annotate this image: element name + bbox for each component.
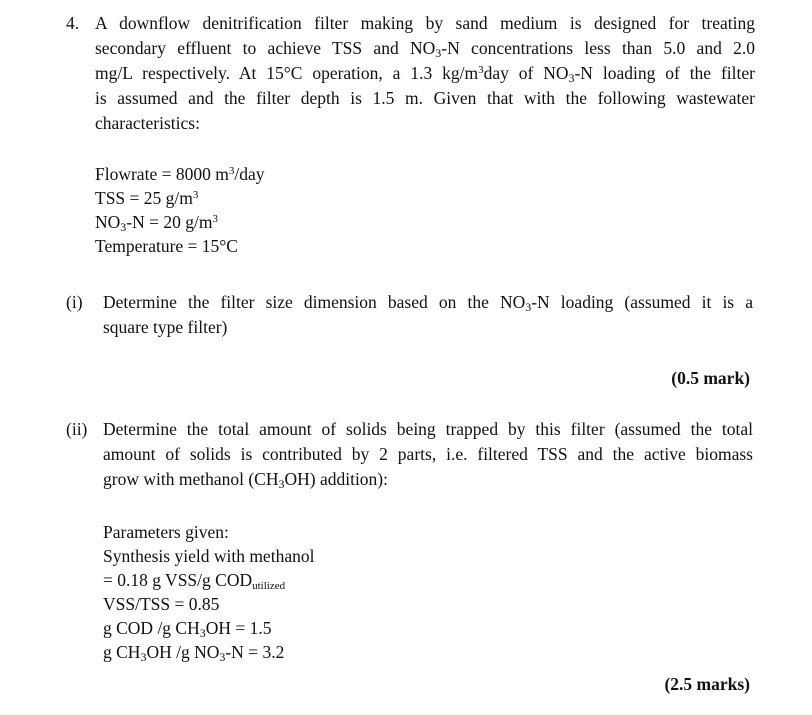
tss-row — [95, 186, 264, 210]
intro-line-2 — [95, 36, 755, 61]
intro-line-5 — [95, 111, 755, 136]
no3n-text: NO — [95, 212, 121, 232]
subscript: 3 — [435, 46, 442, 60]
part-ii-line-1: Determine the total amount of solids being trapped by this filter (assumed the total — [103, 419, 753, 439]
subscript: 3 — [199, 626, 206, 640]
intro-text: mg/L respectively. At 15°C operation, a 1.3 kg/m — [95, 63, 479, 83]
flowrate-unit: /day — [234, 164, 265, 184]
part-i-marks: (0.5 mark) — [671, 368, 750, 388]
superscript: 3 — [478, 64, 484, 76]
synthesis-label: Synthesis yield with methanol — [103, 546, 315, 566]
cod-methanol-row — [103, 616, 314, 640]
yield-text: = 0.18 g VSS/g COD — [103, 570, 253, 590]
part-ii-text-a: grow with methanol (CH — [103, 469, 279, 489]
intro-line-4 — [95, 86, 755, 111]
part-ii-line-2: amount of solids is contributed by 2 parts, i.e. filtered TSS and the active biomass — [103, 444, 753, 464]
intro-text: characteristics: — [95, 113, 200, 133]
part-i-line-1 — [103, 290, 753, 315]
flowrate-text: Flowrate = 8000 m — [95, 164, 229, 184]
intro-text: -N loading of the filter — [574, 63, 755, 83]
no3n-text: -N = 20 g/m — [126, 212, 213, 232]
meoh-text: g CH — [103, 642, 141, 662]
superscript: 3 — [212, 213, 218, 225]
methanol-nitrate-row — [103, 640, 314, 664]
part-ii-line-3 — [103, 467, 753, 492]
subscript: utilized — [252, 580, 286, 592]
tss-text: TSS = 25 g/m — [95, 188, 193, 208]
part-i-label: (i) — [66, 292, 83, 312]
superscript: 3 — [192, 189, 199, 201]
vss-tss-row: VSS/TSS = 0.85 — [103, 594, 220, 614]
part-i-line-2: square type filter) — [103, 317, 228, 337]
subscript: 3 — [278, 477, 285, 491]
part-i-text — [103, 290, 753, 340]
part-i-text-b: -N loading (assumed it is a — [531, 292, 753, 312]
superscript: 3 — [228, 165, 235, 177]
meoh-text: OH /g NO — [146, 642, 220, 662]
temperature-row: Temperature = 15°C — [95, 236, 238, 256]
flowrate-row — [95, 162, 264, 186]
wastewater-characteristics — [95, 162, 264, 258]
yield-row — [103, 568, 314, 592]
part-ii-label: (ii) — [66, 419, 88, 439]
intro-text: secondary effluent to achieve TSS and NO — [95, 38, 436, 58]
intro-line-3 — [95, 61, 755, 86]
part-i-text-a: Determine the filter size dimension based on the NO — [103, 292, 526, 312]
subscript: 3 — [120, 220, 127, 234]
cod-text: g COD /g CH — [103, 618, 200, 638]
subscript: 3 — [140, 650, 147, 664]
meoh-text: -N = 3.2 — [225, 642, 285, 662]
part-ii-text — [103, 417, 753, 492]
parameters-given — [103, 520, 314, 664]
parameters-heading: Parameters given: — [103, 522, 229, 542]
intro-text: -N concentrations less than 5.0 and 2.0 — [441, 38, 755, 58]
intro-line-1 — [95, 11, 755, 36]
subscript: 3 — [568, 71, 575, 85]
question-intro — [95, 11, 755, 136]
part-ii-marks: (2.5 marks) — [664, 674, 750, 694]
intro-text: day of NO — [483, 63, 569, 83]
intro-text: is assumed and the filter depth is 1.5 m. Given that with the following wastewater — [95, 88, 755, 108]
intro-text: A downflow denitrification filter making by sand medium is designed for treating — [95, 13, 755, 33]
question-number: 4. — [66, 13, 80, 33]
no3n-row — [95, 210, 264, 234]
part-ii-text-b: OH) addition): — [284, 469, 388, 489]
cod-text: OH = 1.5 — [205, 618, 272, 638]
subscript: 3 — [525, 300, 532, 314]
subscript: 3 — [219, 650, 226, 664]
